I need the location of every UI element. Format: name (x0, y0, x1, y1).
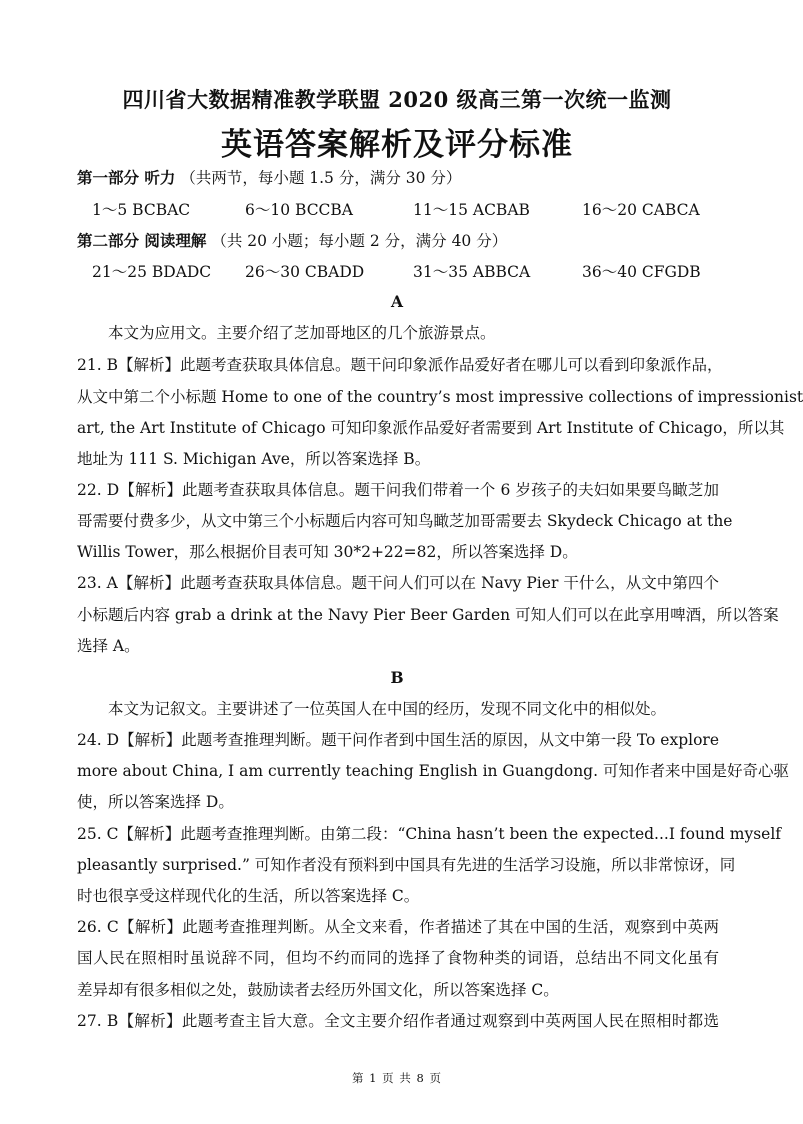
answer-explanation-line: art, the Art Institute of Chicago 可知印象派作品爱好者需要到 Art Institute of Chicago，所以其 (77, 419, 785, 437)
document-subtitle: 英语答案解析及评分标准 (221, 127, 573, 163)
answer-group: 11～15 ACBAB (413, 201, 530, 219)
answer-explanation-line: more about China, I am currently teaching English in Guangdong. 可知作者来中国是好奇心驱 (77, 762, 789, 780)
passage-b-label: B (390, 668, 404, 687)
part1-answer-row (0, 198, 794, 222)
answer-explanation-line: 地址为 111 S. Michigan Ave，所以答案选择 B。 (77, 450, 431, 468)
answer-explanation-line: 23. A【解析】此题考查获取具体信息。题干问人们可以在 Navy Pier 干什么，从文中第四个 (77, 574, 719, 592)
document-title: 四川省大数据精准教学联盟 2020 级高三第一次统一监测 (122, 87, 672, 112)
answer-explanation-line: 国人民在照相时虽说辞不同，但均不约而同的选择了食物种类的词语，总结出不同文化虽有 (77, 949, 719, 967)
answer-explanation-line: 24. D【解析】此题考查推理判断。题干问作者到中国生活的原因，从文中第一段 To explore (77, 731, 719, 749)
answer-group: 16～20 CABCA (582, 201, 700, 219)
answer-explanation-line: Willis Tower，那么根据价目表可知 30*2+22=82，所以答案选择 D。 (77, 543, 578, 561)
part2-heading-row (77, 229, 507, 251)
answer-explanation-line: 小标题后内容 grab a drink at the Navy Pier Beer Garden 可知人们可以在此享用啤酒，所以答案 (77, 606, 779, 624)
answer-group: 21～25 BDADC (92, 263, 212, 281)
answer-explanation-line: 从文中第二个小标题 Home to one of the country’s most impressive collections of impressionist (77, 388, 803, 406)
passage-a-intro: 本文为应用文。主要介绍了芝加哥地区的几个旅游景点。 (108, 324, 496, 342)
answer-explanation-line: 25. C【解析】此题考查推理判断。由第二段：“China hasn’t been the expected...I found myself (77, 825, 782, 843)
answer-explanation-line: 差异却有很多相似之处，鼓励读者去经历外国文化，所以答案选择 C。 (77, 981, 559, 999)
part1-heading: 第一部分 听力 (77, 168, 176, 187)
answer-group: 6～10 BCCBA (245, 201, 353, 219)
part1-note: （共两节，每小题 1.5 分，满分 30 分） (180, 169, 462, 187)
answer-explanation-line: 时也很享受这样现代化的生活，所以答案选择 C。 (77, 887, 420, 905)
answer-group: 31～35 ABBCA (413, 263, 531, 281)
passage-a-label: A (390, 292, 404, 311)
answer-explanation-line: 使，所以答案选择 D。 (77, 793, 234, 811)
answer-explanation-line: pleasantly surprised.” 可知作者没有预料到中国具有先进的生活学习设施，所以非常惊讶，同 (77, 856, 736, 874)
part1-heading-row (77, 166, 461, 188)
answer-group: 36～40 CFGDB (582, 263, 701, 281)
answer-explanation-line: 27. B【解析】此题考查主旨大意。全文主要介绍作者通过观察到中英两国人民在照相时都选 (77, 1012, 719, 1030)
page-number-footer: 第 1 页 共 8 页 (352, 1071, 442, 1085)
answer-explanation-line: 选择 A。 (77, 637, 140, 655)
answer-group: 26～30 CBADD (245, 263, 365, 281)
part2-answer-row (0, 260, 794, 284)
part2-heading: 第二部分 阅读理解 (77, 231, 207, 250)
answer-explanation-line: 22. D【解析】此题考查获取具体信息。题干问我们带着一个 6 岁孩子的夫妇如果要鸟瞰芝加 (77, 481, 719, 499)
answer-explanation-line: 21. B【解析】此题考查获取具体信息。题干问印象派作品爱好者在哪儿可以看到印象派作品， (77, 356, 723, 374)
part2-note: （共 20 小题；每小题 2 分，满分 40 分） (211, 232, 508, 250)
answer-group: 1～5 BCBAC (92, 201, 191, 219)
answer-explanation-line: 哥需要付费多少，从文中第三个小标题后内容可知鸟瞰芝加哥需要去 Skydeck Chicago at the (77, 512, 733, 530)
passage-b-intro: 本文为记叙文。主要讲述了一位英国人在中国的经历，发现不同文化中的相似处。 (108, 700, 667, 718)
answer-explanation-line: 26. C【解析】此题考查推理判断。从全文来看，作者描述了其在中国的生活，观察到中英两 (77, 918, 719, 936)
